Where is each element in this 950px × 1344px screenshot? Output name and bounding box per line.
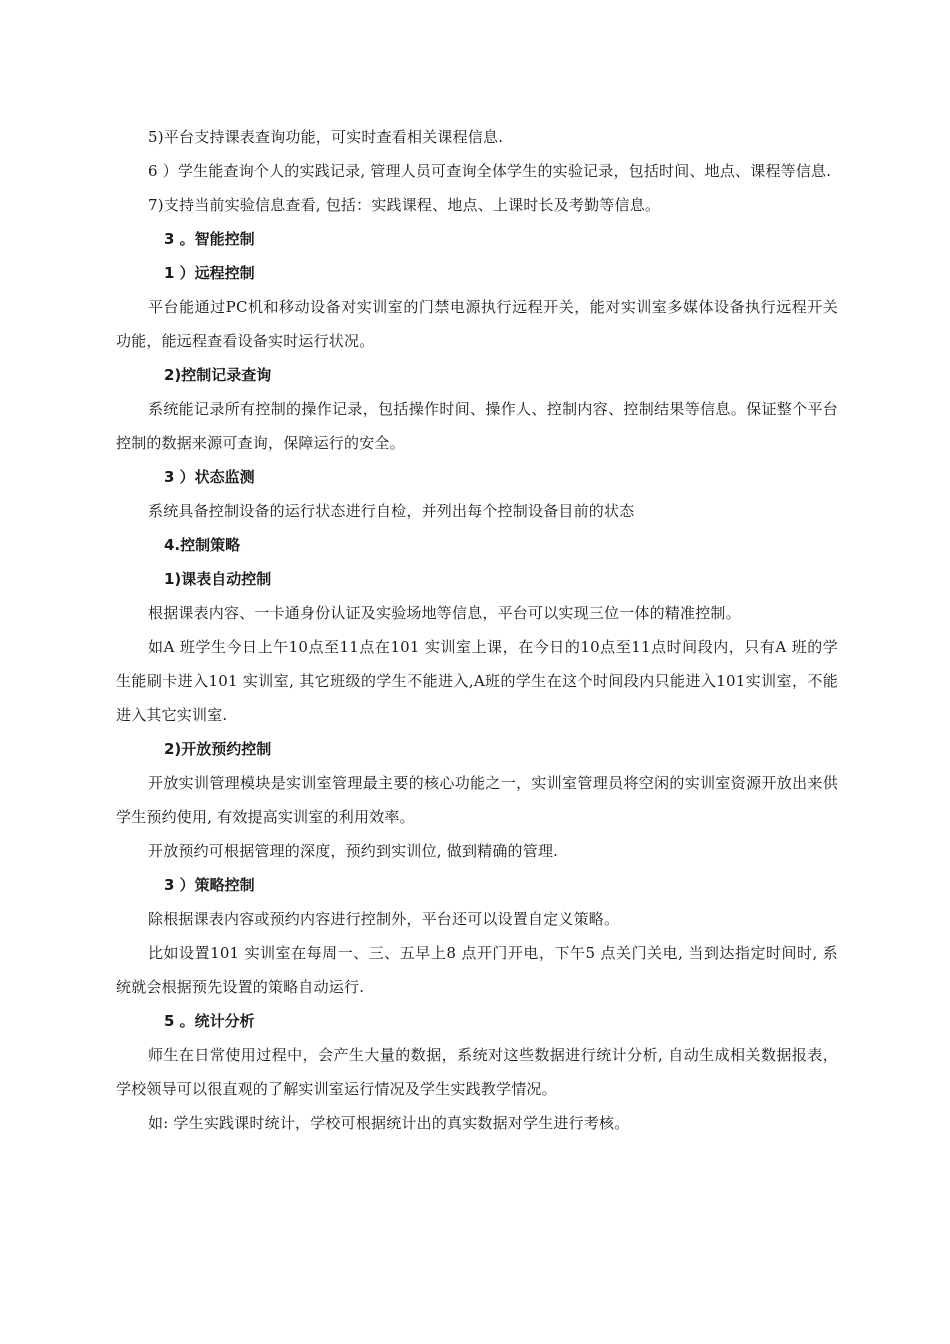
- section-heading: 5 。统计分析: [164, 1012, 255, 1030]
- paragraph: 7)支持当前实验信息查看, 包括：实践课程、地点、上课时长及考勤等信息。: [148, 196, 661, 214]
- paragraph: 如A 班学生今日上午10点至11点在101 实训室上课，在今日的10点至11点时间段内，只有A 班的学生能刷卡进入101 实训室, 其它班级的学生不能进入,A班的学生在这个时间段内只能进入101实训室，不能进入其它实训室.: [116, 638, 838, 724]
- paragraph: 系统具备控制设备的运行状态进行自检，并列出每个控制设备目前的状态: [148, 502, 635, 520]
- paragraph: 开放实训管理模块是实训室管理最主要的核心功能之一，实训室管理员将空闲的实训室资源开放出来供学生预约使用, 有效提高实训室的利用效率。: [116, 774, 838, 826]
- paragraph: 根据课表内容、一卡通身份认证及实验场地等信息，平台可以实现三位一体的精准控制。: [148, 604, 741, 622]
- section-heading: 4.控制策略: [164, 536, 241, 554]
- paragraph: 比如设置101 实训室在每周一、三、五早上8 点开门开电，下午5 点关门关电, 当到达指定时间时, 系统就会根据预先设置的策略自动运行.: [116, 944, 838, 996]
- paragraph: 6 ）学生能查询个人的实践记录, 管理人员可查询全体学生的实验记录，包括时间、地点、课程等信息.: [148, 162, 832, 180]
- subsection-heading: 1 ）远程控制: [164, 264, 255, 282]
- paragraph: 系统能记录所有控制的操作记录，包括操作时间、操作人、控制内容、控制结果等信息。保证整个平台控制的数据来源可查询，保障运行的安全。: [116, 400, 838, 452]
- subsection-heading: 3 ）状态监测: [164, 468, 255, 486]
- subsection-heading: 1)课表自动控制: [164, 570, 272, 588]
- paragraph: 开放预约可根据管理的深度，预约到实训位, 做到精确的管理.: [148, 842, 559, 860]
- paragraph: 如: 学生实践课时统计，学校可根据统计出的真实数据对学生进行考核。: [148, 1114, 630, 1132]
- subsection-heading: 2)开放预约控制: [164, 740, 272, 758]
- subsection-heading: 3 ）策略控制: [164, 876, 255, 894]
- paragraph: 5)平台支持课表查询功能，可实时查看相关课程信息.: [148, 128, 504, 146]
- subsection-heading: 2)控制记录查询: [164, 366, 272, 384]
- section-heading: 3 。智能控制: [164, 230, 255, 248]
- paragraph: 师生在日常使用过程中，会产生大量的数据，系统对这些数据进行统计分析, 自动生成相关数据报表，学校领导可以很直观的了解实训室运行情况及学生实践教学情况。: [116, 1046, 838, 1098]
- document-body: [116, 120, 838, 1140]
- paragraph: 平台能通过PC机和移动设备对实训室的门禁电源执行远程开关，能对实训室多媒体设备执行远程开关功能，能远程查看设备实时运行状况。: [116, 298, 838, 350]
- paragraph: 除根据课表内容或预约内容进行控制外，平台还可以设置自定义策略。: [148, 910, 620, 928]
